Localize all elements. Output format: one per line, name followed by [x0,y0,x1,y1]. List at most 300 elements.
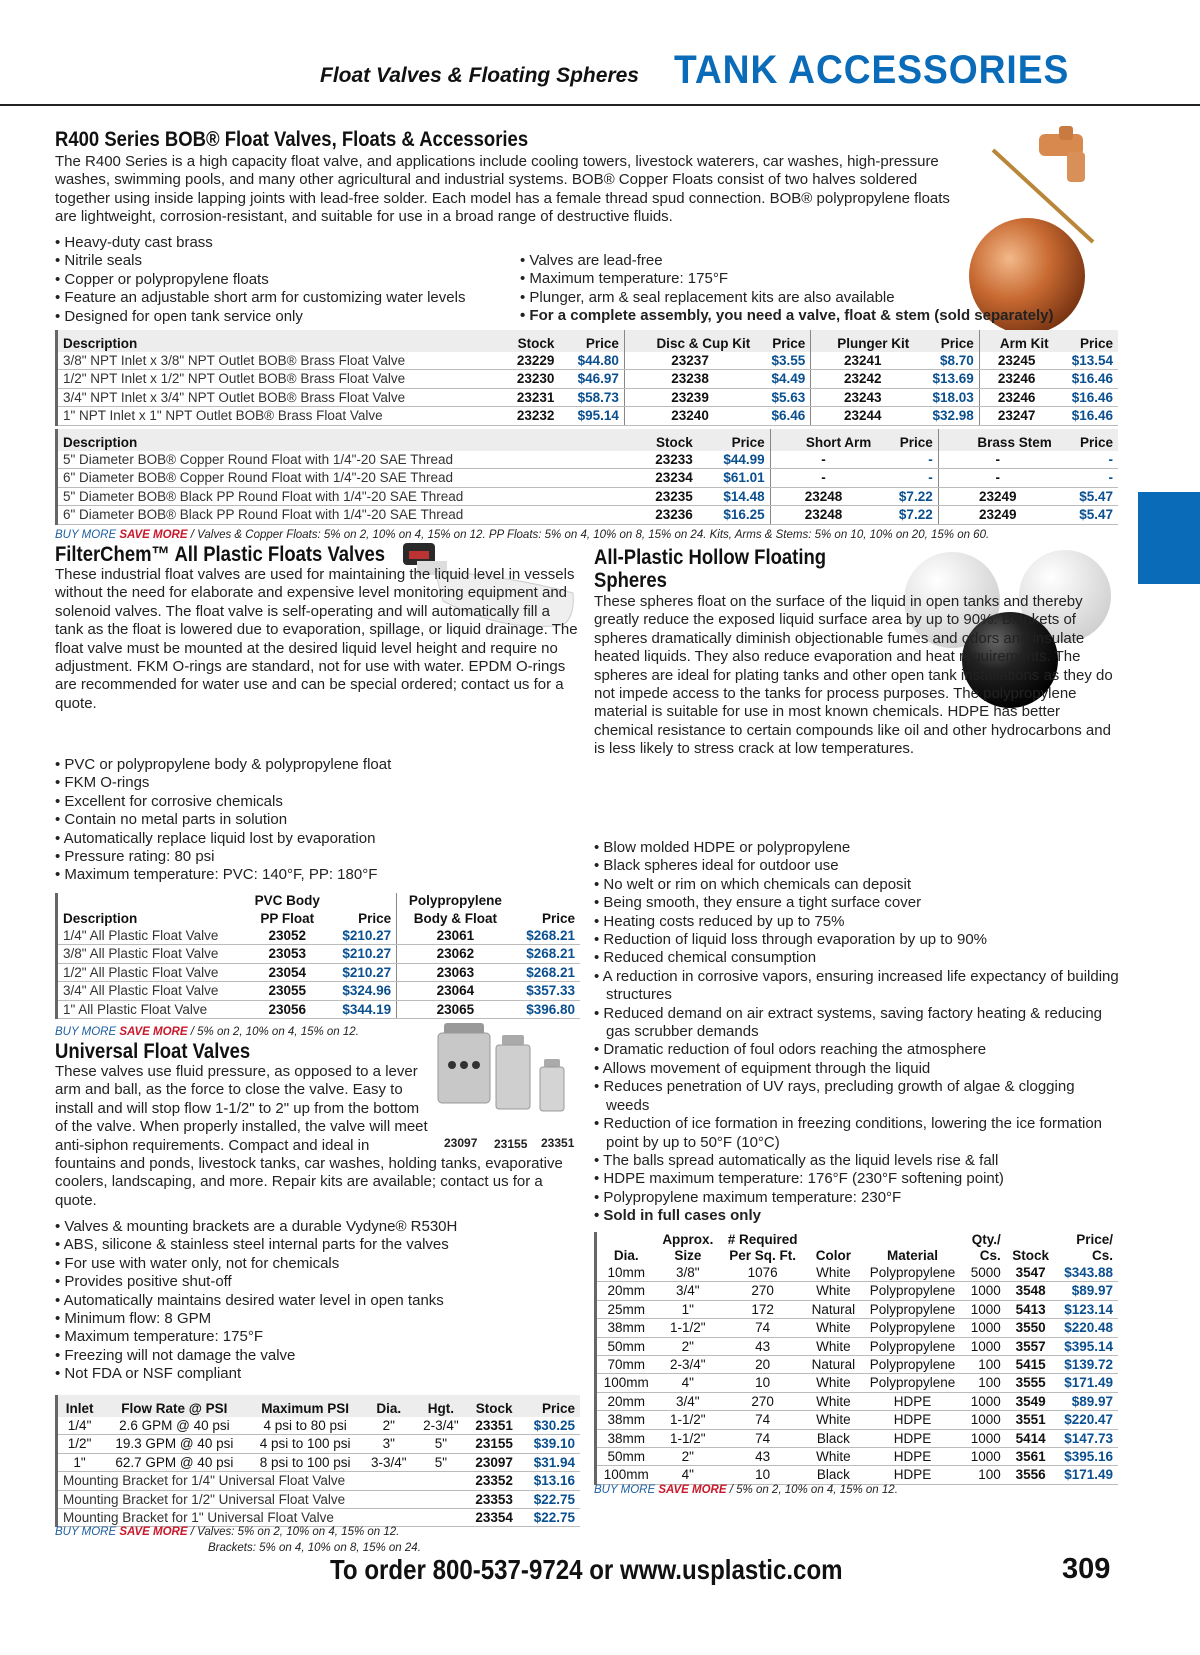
cell-description: Mounting Bracket for 1/2" Universal Float Valve [58,1490,467,1508]
cell-color: White [805,1374,862,1392]
bullet: • Polypropylene maximum temperature: 230°F [594,1189,1119,1207]
cell-stock: 23230 [500,370,560,388]
bullet: • Allows movement of equipment through the liquid [594,1060,1119,1078]
col-header: Price [330,909,397,927]
cell-description: 6" Diameter BOB® Black PP Round Float with 1/4"-20 SAE Thread [58,506,631,524]
bullet: • Not FDA or NSF compliant [55,1365,575,1383]
cell-description: 1/2" All Plastic Float Valve [58,963,245,981]
cell-color: White [805,1282,862,1300]
cell-stock: 23248 [770,487,876,505]
bullet: • Heating costs reduced by up to 75% [594,913,1119,931]
col-header: Cs. [963,1248,1006,1264]
cell-color: White [805,1264,862,1282]
cell-stock: 23249 [938,487,1057,505]
cell-stock: 5414 [1006,1429,1056,1447]
r400-bullets-right [520,252,1100,326]
table-row [58,487,1118,505]
cell-material: Polypropylene [862,1337,963,1355]
cell-dia: 20mm [597,1392,655,1410]
bullet: • Automatically replace liquid lost by evaporation [55,830,575,848]
cell-price: $4.49 [755,370,811,388]
col-header [597,1232,655,1248]
cell-price: $58.73 [559,388,624,406]
r400-heading: R400 Series BOB® Float Valves, Floats & Accessories [55,128,529,151]
cell-material: Polypropylene [862,1300,963,1318]
promo-text: 5% on 2, 10% on 4, 15% on 12. [197,1026,359,1038]
cell-price: $7.22 [876,506,938,524]
cell-description: 1" All Plastic Float Valve [58,1000,245,1018]
cell-stock: 23236 [631,506,697,524]
table-row [597,1356,1118,1374]
table-row [597,1411,1118,1429]
cell-dia: 3" [363,1435,415,1453]
cell-stock: 23246 [979,370,1053,388]
cell-required: 43 [720,1337,805,1355]
section-subtitle: Float Valves & Floating Spheres [320,64,639,87]
col-header: Dia. [363,1395,415,1417]
col-header: Inlet [58,1395,101,1417]
promo-buy-more: BUY MORE [594,1484,656,1496]
cell-description: Mounting Bracket for 1/4" Universal Float Valve [58,1472,467,1490]
col-header: Hgt. [415,1395,467,1417]
bullet: • Heavy-duty cast brass [55,234,515,252]
cell-flow-rate: 19.3 GPM @ 40 psi [101,1435,247,1453]
col-header: Approx. [655,1232,720,1248]
table-row [58,1417,580,1435]
cell-price: - [876,451,938,469]
cell-stock: 23235 [631,487,697,505]
bullet: • Valves & mounting brackets are a durable Vydyne® R530H [55,1218,575,1236]
cell-price: $30.25 [521,1417,580,1435]
cell-price: $268.21 [514,945,580,963]
cell-dia: 100mm [597,1374,655,1392]
cell-price: $324.96 [330,982,397,1000]
cell-stock: 23055 [245,982,330,1000]
cell-price: $22.75 [521,1509,580,1527]
col-header: Per Sq. Ft. [720,1248,805,1264]
spheres-table-body [597,1264,1118,1484]
bullet: • FKM O-rings [55,774,575,792]
cell-price: $220.47 [1055,1411,1118,1429]
col-header: Maximum PSI [248,1395,363,1417]
cell-stock: 23247 [979,407,1053,425]
table-row [58,1435,580,1453]
cell-price: $89.97 [1055,1392,1118,1410]
cell-required: 74 [720,1319,805,1337]
bullet: • Reduced chemical consumption [594,949,1119,967]
cell-material: HDPE [862,1448,963,1466]
cell-dia: 100mm [597,1466,655,1484]
cell-qty: 1000 [963,1411,1006,1429]
col-header: Short Arm [770,429,876,451]
cell-stock: 3547 [1006,1264,1056,1282]
bullet: • The balls spread automatically as the liquid levels rise & fall [594,1152,1119,1170]
table-row [58,506,1118,524]
cell-price: $344.19 [330,1000,397,1018]
table-row [597,1466,1118,1484]
col-header: Disc & Cup Kit [624,330,755,352]
filterchem-promo [55,1026,359,1038]
col-group-header: PVC Body [245,893,330,909]
cell-stock: 23054 [245,963,330,981]
promo-slash: / [190,1526,194,1538]
cell-stock: - [770,469,876,487]
cell-stock: 23240 [624,407,755,425]
cell-stock: 23352 [467,1472,521,1490]
cell-required: 172 [720,1300,805,1318]
bullet: • Sold in full cases only [594,1207,1119,1225]
cell-price: $171.49 [1055,1374,1118,1392]
cell-stock: 23229 [500,352,560,370]
cell-price: $139.72 [1055,1356,1118,1374]
universal-promo [55,1526,399,1538]
cell-qty: 1000 [963,1319,1006,1337]
spheres-promo [594,1484,898,1496]
cell-stock: 23231 [500,388,560,406]
cell-price: $14.48 [698,487,770,505]
table-row [597,1300,1118,1318]
bullet: • Automatically maintains desired water level in open tanks [55,1292,575,1310]
filterchem-heading: FilterChem™ All Plastic Floats Valves [55,543,386,566]
bullet: • Provides positive shut-off [55,1273,575,1291]
col-header: Stock [500,330,560,352]
cell-description: 3/8" All Plastic Float Valve [58,945,245,963]
cell-stock: 23244 [811,407,915,425]
filterchem-table [55,893,580,1019]
table-row [597,1264,1118,1282]
bullet: • No welt or rim on which chemicals can deposit [594,876,1119,894]
filterchem-bullets [55,756,575,885]
promo-buy-more: BUY MORE [55,529,117,541]
cell-price: $3.55 [755,352,811,370]
cell-stock: 23063 [397,963,514,981]
cell-flow-rate: 2.6 GPM @ 40 psi [101,1417,247,1435]
cell-price: $7.22 [876,487,938,505]
promo-slash: / [729,1484,733,1496]
bullet: • Excellent for corrosive chemicals [55,793,575,811]
col-header: Color [805,1248,862,1264]
cell-price: $396.80 [514,1000,580,1018]
section-tab-marker [1138,492,1200,584]
col-header: Stock [467,1395,521,1417]
cell-dia: 50mm [597,1337,655,1355]
cell-qty: 1000 [963,1448,1006,1466]
cell-material: Polypropylene [862,1282,963,1300]
bullet: • ABS, silicone & stainless steel internal parts for the valves [55,1236,575,1254]
table-row [597,1374,1118,1392]
cell-stock: 23239 [624,388,755,406]
cell-price: $210.27 [330,945,397,963]
cell-required: 1076 [720,1264,805,1282]
cell-price: - [1057,469,1118,487]
bullet: • Maximum temperature: PVC: 140°F, PP: 180°F [55,866,575,884]
cell-max-psi: 8 psi to 100 psi [248,1453,363,1471]
cell-material: Polypropylene [862,1319,963,1337]
cell-price: $395.16 [1055,1448,1118,1466]
spheres-heading-line2: Spheres [594,569,667,592]
cell-price: $95.14 [559,407,624,425]
universal-bullets [55,1218,575,1384]
table-row [597,1337,1118,1355]
col-header: Price [1057,429,1118,451]
bullet: • Feature an adjustable short arm for customizing water levels [55,289,515,307]
cell-stock: 23064 [397,982,514,1000]
cell-price: $16.25 [698,506,770,524]
cell-price: $210.27 [330,963,397,981]
cell-required: 270 [720,1282,805,1300]
cell-size: 2-3/4" [655,1356,720,1374]
col-header: Cs. [1055,1248,1118,1264]
cell-color: Black [805,1466,862,1484]
cell-size: 1-1/2" [655,1429,720,1447]
r400-valve-table [55,330,1118,426]
spheres-heading-line1: All-Plastic Hollow Floating [594,546,827,569]
cell-price: $61.01 [698,469,770,487]
bullet: • Reduced demand on air extract systems, saving factory heating & reducing gas scrubber demands [594,1005,1119,1042]
cell-stock: 23242 [811,370,915,388]
col-header: Price [521,1395,580,1417]
cell-price: $32.98 [914,407,979,425]
table-row [597,1429,1118,1447]
cell-price: $6.46 [755,407,811,425]
col-header: Price [559,330,624,352]
cell-material: Polypropylene [862,1374,963,1392]
cell-price: $220.48 [1055,1319,1118,1337]
cell-size: 4" [655,1466,720,1484]
table-row [58,469,1118,487]
table-row [58,407,1118,425]
footer-order-info: To order 800-537-9724 or www.usplastic.com [330,1554,843,1585]
col-header: Price [1054,330,1118,352]
table-row [58,451,1118,469]
cell-color: Black [805,1429,862,1447]
bullet: • Minimum flow: 8 GPM [55,1310,575,1328]
cell-description: 5" Diameter BOB® Copper Round Float with 1/4"-20 SAE Thread [58,451,631,469]
bullet: • PVC or polypropylene body & polypropylene float [55,756,575,774]
cell-price: $13.54 [1054,352,1118,370]
filterchem-intro: These industrial float valves are used for maintaining the liquid level in vessels without the need for elaborate and expensive level monitoring equipment and solenoid valves. The float valve is self-operating and will automatically fill a tank as the float is lowered due to evaporation, spillage, or liquid drainage. The float valve must be mounted at the desired liquid level height and require no adjustment. FKM O-rings are standard, not for use with water. EPDM O-rings are recommended for water use and can be special ordered; contact us for a quote. [55,566,578,712]
promo-text: 5% on 2, 10% on 4, 15% on 12. [736,1484,898,1496]
cell-color: Natural [805,1300,862,1318]
spheres-bullets [594,839,1119,1226]
cell-required: 20 [720,1356,805,1374]
cell-size: 1-1/2" [655,1411,720,1429]
cell-qty: 5000 [963,1264,1006,1282]
table-row [597,1448,1118,1466]
bullet: • Reduction of liquid loss through evaporation by up to 90% [594,931,1119,949]
bullet: • Being smooth, they ensure a tight surface cover [594,894,1119,912]
promo-text: Valves: 5% on 2, 10% on 4, 15% on 12. [197,1526,400,1538]
bullet: • Plunger, arm & seal replacement kits are also available [520,289,1100,307]
universal-intro-part1: These valves use fluid pressure, as opposed to a lever arm and ball, as the force to close the valve. Easy to install and will stop flow 1-1/2" to 2" up from the bottom of the valve. When properly installed, the valve will meet anti-siphon requirements. Compact and ideal in fountains and ponds, livestock tanks, car washes, holding tanks, evaporative coolers, landscaping, and more. Repair kits are available; contact us for a quote. [55,1063,563,1209]
cell-dia: 3-3/4" [363,1453,415,1471]
bullet: • Copper or polypropylene floats [55,271,515,289]
cell-hgt: 5" [415,1453,467,1471]
cell-required: 43 [720,1448,805,1466]
cell-dia: 38mm [597,1411,655,1429]
cell-price: $18.03 [914,388,979,406]
cell-stock: 5415 [1006,1356,1056,1374]
cell-dia: 50mm [597,1448,655,1466]
cell-qty: 1000 [963,1337,1006,1355]
cell-stock: 23248 [770,506,876,524]
cell-price: $5.47 [1057,487,1118,505]
image-label: 23351 [541,1136,575,1150]
cell-stock: 5413 [1006,1300,1056,1318]
table-row [58,927,580,945]
cell-stock: 3549 [1006,1392,1056,1410]
bullet: • A reduction in corrosive vapors, ensuring increased life expectancy of building structures [594,968,1119,1005]
cell-price: $44.80 [559,352,624,370]
cell-dia: 38mm [597,1429,655,1447]
cell-inlet: 1" [58,1453,101,1471]
cell-qty: 1000 [963,1300,1006,1318]
promo-save-more: SAVE MORE [119,1026,188,1038]
bullet: • Freezing will not damage the valve [55,1347,575,1365]
cell-description: 1/4" All Plastic Float Valve [58,927,245,945]
col-header: Material [862,1248,963,1264]
cell-stock: - [938,469,1057,487]
page-title: TANK ACCESSORIES [674,48,1070,92]
cell-price: $147.73 [1055,1429,1118,1447]
cell-flow-rate: 62.7 GPM @ 40 psi [101,1453,247,1471]
col-header: Dia. [597,1248,655,1264]
cell-stock: 3550 [1006,1319,1056,1337]
col-header: Size [655,1248,720,1264]
cell-size: 2" [655,1448,720,1466]
bullet: • Nitrile seals [55,252,515,270]
table-row [58,982,580,1000]
bullet: • For a complete assembly, you need a valve, float & stem (sold separately) [520,307,1100,325]
col-header [1006,1232,1056,1248]
cell-price: $16.46 [1054,388,1118,406]
cell-color: White [805,1411,862,1429]
col-header: Stock [1006,1248,1056,1264]
cell-color: White [805,1319,862,1337]
cell-price: $16.46 [1054,407,1118,425]
cell-stock: 23237 [624,352,755,370]
cell-qty: 1000 [963,1392,1006,1410]
cell-stock: 3557 [1006,1337,1056,1355]
cell-price: $13.16 [521,1472,580,1490]
cell-qty: 1000 [963,1282,1006,1300]
bullet: • Blow molded HDPE or polypropylene [594,839,1119,857]
col-header: Body & Float [397,909,514,927]
cell-stock: 23241 [811,352,915,370]
col-header: Description [58,429,631,451]
cell-description: Mounting Bracket for 1" Universal Float Valve [58,1509,467,1527]
table-row [58,388,1118,406]
cell-price: $16.46 [1054,370,1118,388]
cell-dia: 38mm [597,1319,655,1337]
cell-stock: 23056 [245,1000,330,1018]
promo-save-more: SAVE MORE [658,1484,727,1496]
cell-qty: 100 [963,1374,1006,1392]
col-header: Price/ [1055,1232,1118,1248]
col-header [805,1232,862,1248]
bullet: • HDPE maximum temperature: 176°F (230°F softening point) [594,1170,1119,1188]
cell-material: HDPE [862,1411,963,1429]
cell-dia: 25mm [597,1300,655,1318]
promo-save-more: SAVE MORE [119,1526,188,1538]
col-header: Description [58,909,245,927]
col-header: Price [914,330,979,352]
bullet: • Maximum temperature: 175°F [520,270,1100,288]
cell-stock: 23249 [938,506,1057,524]
col-header: Price [755,330,811,352]
col-header: Brass Stem [938,429,1057,451]
cell-required: 74 [720,1411,805,1429]
col-header: Qty./ [963,1232,1006,1248]
cell-price: $268.21 [514,963,580,981]
cell-stock: 23061 [397,927,514,945]
cell-price: $44.99 [698,451,770,469]
bullet: • Designed for open tank service only [55,308,515,326]
bullet: • Contain no metal parts in solution [55,811,575,829]
cell-stock: 23052 [245,927,330,945]
cell-stock: 23232 [500,407,560,425]
cell-stock: 23353 [467,1490,521,1508]
cell-stock: 23097 [467,1453,521,1471]
cell-price: $46.97 [559,370,624,388]
cell-price: $171.49 [1055,1466,1118,1484]
cell-qty: 100 [963,1466,1006,1484]
promo-save-more: SAVE MORE [119,529,188,541]
cell-description: 3/4" All Plastic Float Valve [58,982,245,1000]
table-row [58,1453,580,1471]
col-header: Description [58,330,500,352]
r400-intro: The R400 Series is a high capacity float valve, and applications include cooling towers, livestock waterers, car washes, high-pressure washes, swimming pools, and many other agricultural and industrial systems. BOB® Copper Floats consist of two halves soldered together using inside lapping joints with lead-free solder. Each model has a female thread spud connection. BOB® polypropylene floats are lightweight, corrosion-resistant, and suitable for use in a broad range of destructive fluids. [55,153,950,226]
cell-stock: 3548 [1006,1282,1056,1300]
table-row [58,370,1118,388]
cell-price: $22.75 [521,1490,580,1508]
bullet: • Dramatic reduction of foul odors reaching the atmosphere [594,1041,1119,1059]
table-row [597,1392,1118,1410]
cell-color: White [805,1448,862,1466]
cell-description: 5" Diameter BOB® Black PP Round Float with 1/4"-20 SAE Thread [58,487,631,505]
cell-stock: 23245 [979,352,1053,370]
cell-dia: 10mm [597,1264,655,1282]
promo-buy-more: BUY MORE [55,1526,117,1538]
cell-stock: 23234 [631,469,697,487]
cell-price: $89.97 [1055,1282,1118,1300]
universal-table [55,1395,580,1527]
cell-stock: 23062 [397,945,514,963]
image-label: 23097 [444,1136,478,1150]
table-row [58,352,1118,370]
cell-stock: 23053 [245,945,330,963]
universal-heading: Universal Float Valves [55,1040,251,1063]
promo-buy-more: BUY MORE [55,1026,117,1038]
cell-stock: 23243 [811,388,915,406]
image-label: 23155 [494,1137,528,1151]
cell-price: $343.88 [1055,1264,1118,1282]
cell-size: 1" [655,1300,720,1318]
table-row [58,1509,580,1527]
cell-price: $5.47 [1057,506,1118,524]
cell-required: 10 [720,1466,805,1484]
cell-color: Natural [805,1356,862,1374]
cell-qty: 100 [963,1356,1006,1374]
cell-price: - [876,469,938,487]
cell-dia: 20mm [597,1282,655,1300]
cell-stock: 3555 [1006,1374,1056,1392]
cell-inlet: 1/2" [58,1435,101,1453]
r400-bullets-left [55,234,515,326]
bullet: • Reduction of ice formation in freezing conditions, lowering the ice formation point by up to 50°F (10°C) [594,1115,1119,1152]
cell-color: White [805,1392,862,1410]
cell-qty: 1000 [963,1429,1006,1447]
